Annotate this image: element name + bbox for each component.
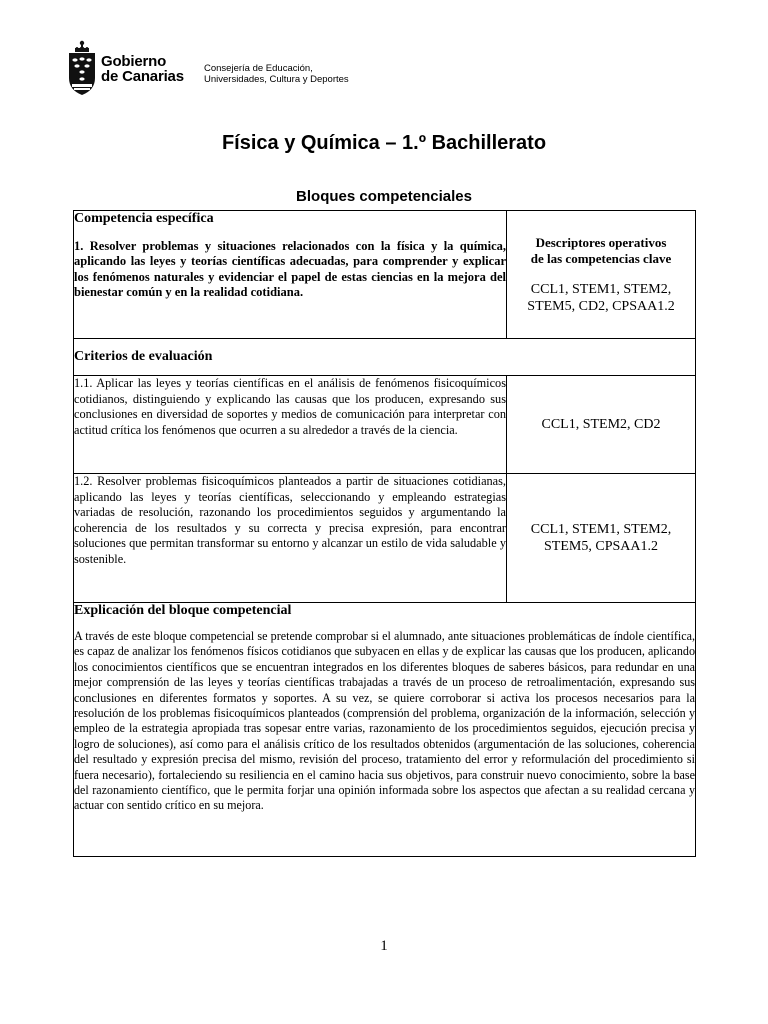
descriptores-cell	[507, 211, 696, 339]
criterios-heading-row	[74, 339, 696, 376]
explicacion-cell	[74, 603, 696, 857]
page-number: 1	[380, 938, 388, 954]
criterio-codes-line2: STEM5, CPSAA1.2	[544, 539, 658, 554]
competencia-heading: Competencia específica	[74, 211, 214, 226]
competencia-cell	[74, 211, 507, 339]
consejeria-name	[204, 63, 349, 85]
government-name-line1: Gobierno	[101, 53, 167, 70]
government-name	[101, 54, 184, 84]
criterio-codes-cell	[507, 474, 696, 603]
competencias-table	[73, 210, 696, 857]
criterio-codes-line1: CCL1, STEM1, STEM2,	[530, 522, 672, 537]
descriptores-heading-line1: Descriptores operativos	[535, 234, 667, 250]
header	[66, 40, 386, 100]
government-name-line2: de Canarias	[101, 68, 184, 85]
descriptores-heading	[507, 235, 695, 267]
section-title: Bloques competenciales	[296, 188, 472, 205]
criterios-heading-cell	[74, 339, 696, 376]
explicacion-text: A través de este bloque competencial se pretende comprobar si el alumnado, ante situaciones problemáticas de índole científica, es capaz de analizar los fenómenos físicos cotidianos que subyacen en ellas y de explicar las causas que los producen, aplicando los conocimientos científicos que se encuentran integrados en los diferentes bloques de saberes básicos, para redundar en una mejor comprensión de las leyes y teorías científicas trabajadas a través de un proceso de retroalimentación, expresando sus conclusiones en diferentes formatos y soportes. A su vez, se quiere corroborar si activa los procesos necesarios para la resolución de los problemas fisicoquímicos planteados (comprensión del problema, organización de la información, selección y empleo de la estrategia apropiada tras sopesar entre varias, razonamiento de los procedimientos seguidos, ejecución precisa y logro de soluciones), así como para el análisis crítico de los resultados obtenidos (argumentación de las soluciones, coherencia del resultado y expresión precisa del mismo, revisión del proceso, tratamiento del error y reformulación del procedimiento si fuera necesario), fortaleciendo su resiliencia en el camino hacia sus objetivos, para construir nuevo conocimiento, sobre la base del razonamiento científico, que le permita forjar una opinión informada sobre los aspectos que afectan a su realidad cercana y actuar con sentido crítico en su mejora.	[74, 629, 695, 813]
descriptores-codes-line2: STEM5, CD2, CPSAA1.2	[527, 298, 675, 314]
criterio-row	[74, 474, 696, 603]
canarias-crest-icon	[66, 40, 98, 96]
criterios-heading: Criterios de evaluación	[74, 349, 213, 364]
explicacion-heading: Explicación del bloque competencial	[74, 603, 292, 618]
consejeria-line2: Universidades, Cultura y Deportes	[204, 74, 349, 85]
criterio-text-cell	[74, 376, 507, 474]
criterio-codes-line1: CCL1, STEM2, CD2	[541, 417, 661, 432]
criterio-text: 1.2. Resolver problemas fisicoquímicos planteados a partir de situaciones cotidianas, aplicando las leyes y teorías científicas, seleccionando y empleando estrategias variadas de resolución, razonando los procedimientos seguidos y argumentando la coherencia de los resultados y su correcta y precisa expresión, para encontrar soluciones que permitan transformar su entorno y alcanzar un estilo de vida saludable y sostenible.	[74, 474, 506, 566]
descriptores-heading-line2: de las competencias clave	[530, 250, 672, 266]
descriptores-codes	[507, 281, 695, 315]
document-title: Física y Química – 1.º Bachillerato	[221, 132, 547, 154]
criterio-text-cell	[74, 474, 507, 603]
criterio-row	[74, 376, 696, 474]
explicacion-row	[74, 603, 696, 857]
criterio-text: 1.1. Aplicar las leyes y teorías científicas en el análisis de fenómenos fisicoquímicos cotidianos, distinguiendo y explicando las causas que los producen, expresando sus conclusiones en diversidad de soportes y medios de comunicación para interpretar con actitud crítica los fenómenos que ocurren a su alrededor a través de la ciencia.	[74, 376, 506, 437]
criterio-codes-cell	[507, 376, 696, 474]
competencia-text: 1. Resolver problemas y situaciones relacionados con la física y la química, aplicando las leyes y teorías científicas adecuadas, para comprender y explicar los fenómenos naturales y evidenciar el papel de estas ciencias en la mejora del bienestar común y en la realidad cotidiana.	[74, 239, 506, 300]
consejeria-line1: Consejería de Educación,	[204, 63, 313, 74]
descriptores-codes-line1: CCL1, STEM1, STEM2,	[530, 281, 672, 297]
competencia-row	[74, 211, 696, 339]
